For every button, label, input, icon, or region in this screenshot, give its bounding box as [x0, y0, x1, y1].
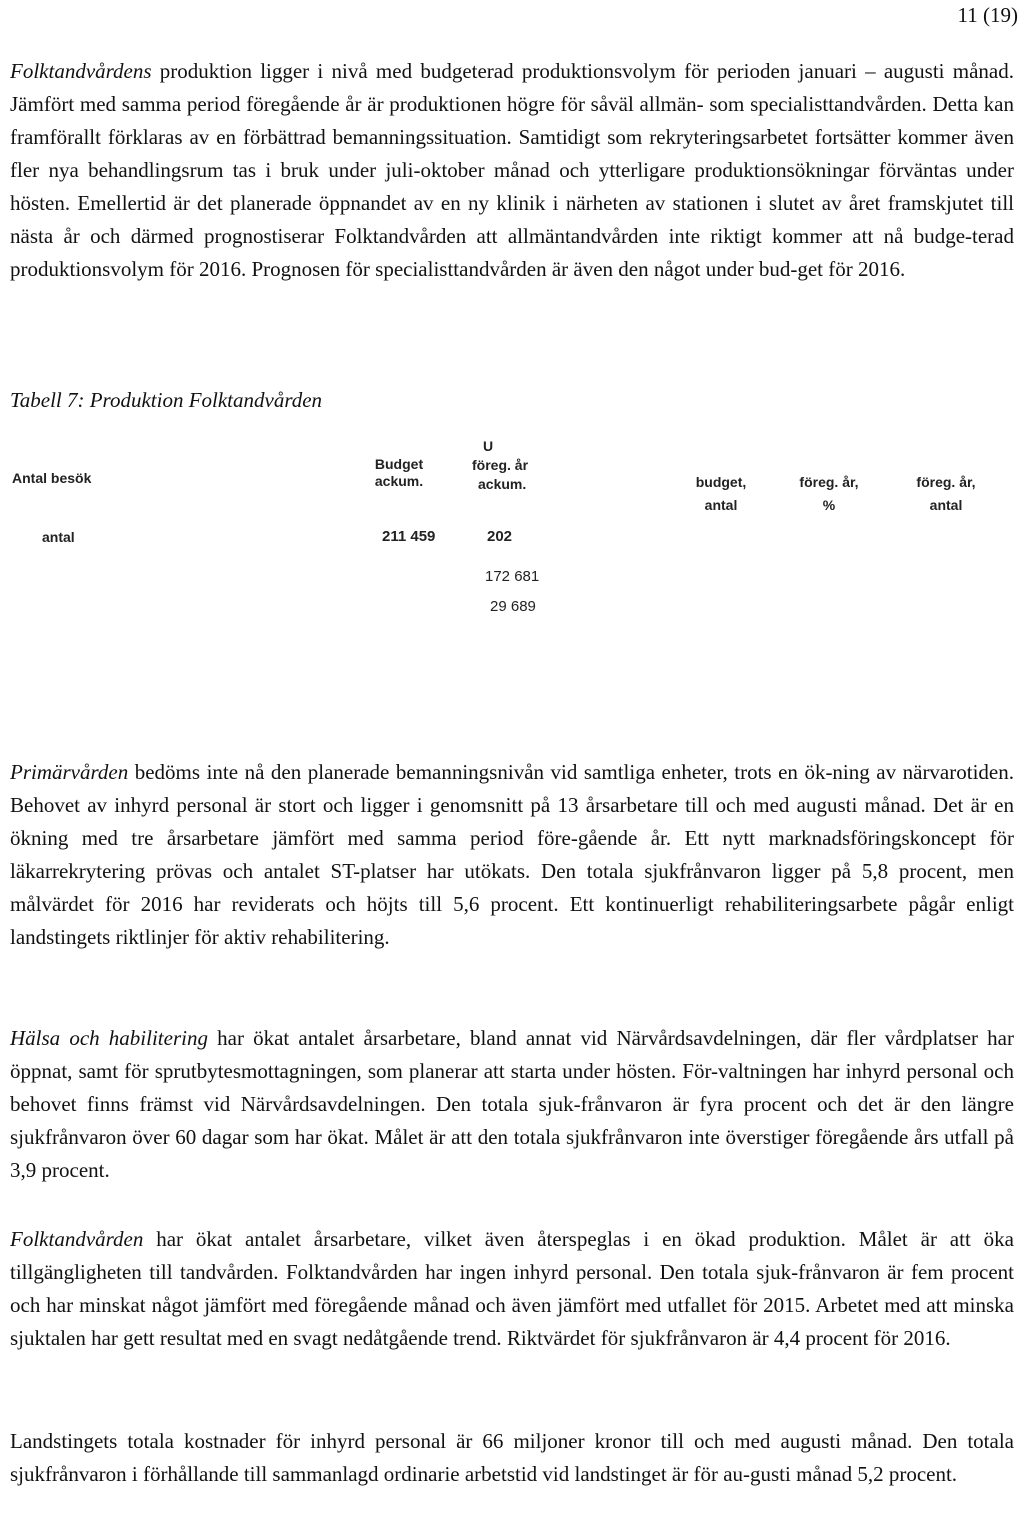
- col-header-prev-pct: [786, 474, 872, 514]
- col-header-budget-antal: [684, 474, 758, 514]
- cell-prev-total: 202: [487, 528, 513, 545]
- table-caption: Tabell 7: Produktion Folktandvården: [10, 388, 323, 412]
- paragraph-lead: Folktandvården: [10, 1227, 144, 1251]
- col-header-prev-year-top: U: [483, 438, 494, 454]
- row-unit-antal: antal: [42, 529, 75, 545]
- paragraph-text: har ökat antalet årsarbetare, bland annat vid Närvårdsavdelningen, där fler vårdplatser har öppnat, samt för sprutbytesmottagningen, som planerar att starta under hösten. För-valtningen har inhyrd personal och behovet finns främst vid Närvårdsavdelningen. Den totala sjuk-frånvaron är fyra procent och det är den längre sjukfrånvaron över 60 dagar som har ökat. Målet är att den totala sjukfrånvaron inte överstiger föregående års utfall på 3,9 procent.: [10, 1026, 1014, 1182]
- paragraph-folktandvarden-staff: [10, 1223, 1014, 1355]
- cell-budget-total: 211 459: [382, 528, 436, 545]
- col-header-prev-year-line2: ackum.: [478, 476, 527, 492]
- paragraph-halsa-habilitering: [10, 1022, 1014, 1187]
- paragraph-text: bedöms inte nå den planerade bemanningsnivån vid samtliga enheter, trots en ök-ning av närvarotiden. Behovet av inhyrd personal är stort och ligger i genomsnitt på 13 årsarbetare till och med augusti månad. Det är en ökning med tre årsarbetare jämfört med samma period före-gående år. Ett nytt marknadsföringskoncept för läkarrekrytering prövas och antalet ST-platser har utökats. Den totala sjukfrånvaron ligger på 5,8 procent, men målvärdet för 2016 har reviderats och höjts till 5,6 procent. Ett kontinuerligt rehabiliteringsarbete pågår enligt landstingets riktlinjer för aktiv rehabilitering.: [10, 760, 1014, 949]
- col-header-budget-antal-line1: budget,: [695, 474, 747, 490]
- paragraph-lead: Folktandvårdens: [10, 59, 152, 83]
- col-header-prev-pct-line1: föreg. år,: [799, 474, 859, 490]
- col-header-budget-line1: Budget: [374, 456, 424, 472]
- col-header-budget-antal-line2: antal: [704, 497, 738, 513]
- paragraph-landstinget-summary: [10, 1425, 1014, 1491]
- col-header-prev-antal-line2: antal: [929, 497, 963, 513]
- col-header-prev-pct-line2: %: [822, 497, 836, 513]
- page-number: 11 (19): [957, 3, 1018, 27]
- paragraph-text: har ökat antalet årsarbetare, vilket även återspeglas i en ökad produktion. Målet är att öka tillgängligheten till tandvården. Folktandvården har ingen inhyrd personal. Den totala sjuk-frånvaron är fem procent och har minskat något jämfört med föregående månad och även jämfört med utfallet för 2015. Arbetet med att minska sjuktalen har gett resultat med en svagt nedåtgående trend. Riktvärdet för sjukfrånvaron är 4,4 procent för 2016.: [10, 1227, 1014, 1350]
- paragraph-lead: Primärvården: [10, 760, 129, 784]
- paragraph-text: Landstingets totala kostnader för inhyrd personal är 66 miljoner kronor till och med augusti månad. Den totala sjukfrånvaron i förhållande till sammanlagd ordinarie arbetstid vid landstinget är för au-gusti månad 5,2 procent.: [10, 1429, 1014, 1486]
- col-header-prev-year: [468, 438, 568, 493]
- col-header-budget-line2: ackum.: [374, 473, 424, 489]
- paragraph-folktandvarden-production: [10, 55, 1014, 286]
- paragraph-text: produktion ligger i nivå med budgeterad produktionsvolym för perioden januari – augusti månad. Jämfört med samma period föregående år är produktionen högre för såväl allmän- som specialisttandvården. Detta kan framförallt förklaras av en förbättrad bemanningssituation. Samtidigt som rekryteringsarbetet fortsätter kommer även fler nya behandlingsrum tas i bruk under juli-oktober månad och ytterligare produktionsökningar förväntas under hösten. Emellertid är det planerade öppnandet av en ny klinik i närheten av stationen i slutet av året framskjutet till nästa år och därmed prognostiserar Folktandvården att allmäntandvården inte riktigt kommer att nå budge-terad produktionsvolym för 2016. Prognosen för specialisttandvården är även den något under bud-get för 2016.: [10, 59, 1014, 281]
- col-header-prev-antal-line1: föreg. år,: [916, 474, 976, 490]
- paragraph-lead: Hälsa och habilitering: [10, 1026, 208, 1050]
- cell-prev-row3: 29 689: [490, 598, 536, 615]
- row-header-antal-besok: Antal besök: [12, 470, 92, 486]
- paragraph-primarvarden: [10, 756, 1014, 954]
- cell-prev-row2: 172 681: [485, 568, 540, 585]
- col-header-prev-year-line1: föreg. år: [472, 457, 529, 473]
- col-header-budget: [366, 456, 432, 490]
- col-header-prev-antal: [904, 474, 988, 514]
